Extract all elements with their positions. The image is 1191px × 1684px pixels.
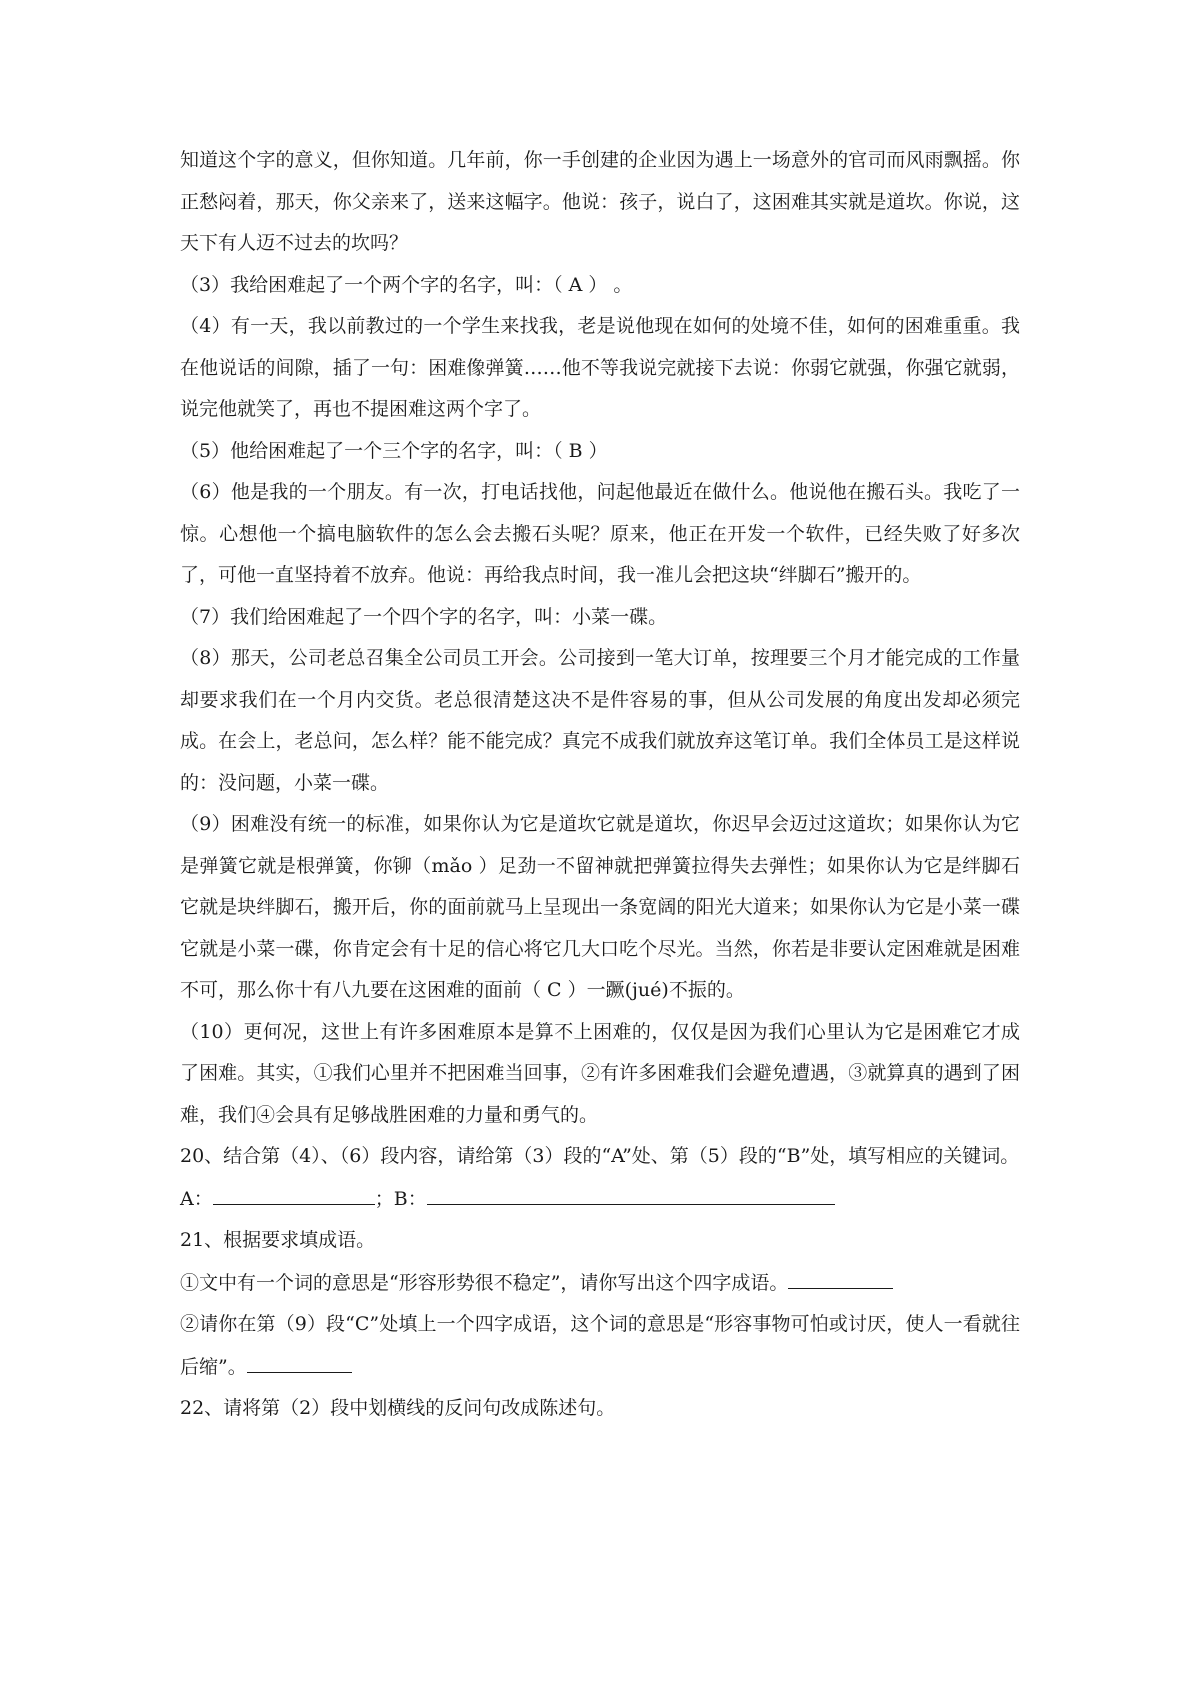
question-22-title: 22、请将第（2）段中划横线的反问句改成陈述句。 (180, 1397, 616, 1419)
question-21-item-1-blank[interactable] (788, 1262, 893, 1289)
question-21-item-2 (180, 1304, 1020, 1388)
question-21-item-2-text: ②请你在第（9）段“C”处填上一个四字成语，这个词的意思是“形容事物可怕或讨厌，使人一看就往后缩”。 (180, 1313, 1020, 1378)
paragraph-9: （9）困难没有统一的标准，如果你认为它是道坎它就是道坎，你迟早会迈过这道坎；如果你认为它是弹簧它就是根弹簧，你铆（mǎo ）足劲一不留神就把弹簧拉得失去弹性；如果你认为它是绊脚石它就是块绊脚石，搬开后，你的面前就马上呈现出一条宽阔的阳光大道来；如果你认为它是小菜一碟它就是小菜一碟，你肯定会有十足的信心将它几大口吃个尽光。当然，你若是非要认定困难就是困难不可，那么你十有八九要在这困难的面前（ C ）一蹶(jué)不振的。 (180, 813, 1020, 1001)
paragraph-7: （7）我们给困难起了一个四个字的名字，叫：小菜一碟。 (180, 605, 668, 628)
answer-a-blank[interactable] (213, 1178, 375, 1205)
question-21-item-1 (180, 1262, 1020, 1305)
question-21-title: 21、根据要求填成语。 (180, 1229, 376, 1251)
question-21-item-2-blank[interactable] (247, 1346, 352, 1373)
document-page (180, 140, 1020, 1430)
paragraph-3: （3）我给困难起了一个两个字的名字，叫：（ A ） 。 (180, 273, 633, 296)
paragraph-10: （10）更何况，这世上有许多困难原本是算不上困难的，仅仅是因为我们心里认为它是困难它才成了困难。其实，①我们心里并不把困难当回事，②有许多困难我们会避免遭遇，③就算真的遇到了困难，我们④会具有足够战胜困难的力量和勇气的。 (180, 1020, 1020, 1126)
answer-b-blank[interactable] (427, 1178, 835, 1205)
question-20-answer-line (180, 1178, 1020, 1221)
paragraph-6: （6）他是我的一个朋友。有一次，打电话找他，问起他最近在做什么。他说他在搬石头。我吃了一惊。心想他一个搞电脑软件的怎么会去搬石头呢？原来，他正在开发一个软件，已经失败了好多次了，可他一直坚持着不放弃。他说：再给我点时间，我一准儿会把这块“绊脚石”搬开的。 (180, 481, 1020, 586)
answer-b-label: ；B： (374, 1187, 427, 1210)
question-20: 20、结合第（4）、（6）段内容，请给第（3）段的“A”处、第（5）段的“B”处，填写相应的关键词。 (180, 1145, 1020, 1167)
paragraph-5: （5）他给困难起了一个三个字的名字，叫：（ B ） (180, 439, 608, 462)
answer-a-label: A： (180, 1187, 213, 1210)
paragraph-4: （4）有一天，我以前教过的一个学生来找我，老是说他现在如何的处境不佳，如何的困难重重。我在他说话的间隙，插了一句：困难像弹簧……他不等我说完就接下去说：你弱它就强，你强它就弱，说完他就笑了，再也不提困难这两个字了。 (180, 315, 1020, 420)
question-21-item-1-text: ①文中有一个词的意思是“形容形势很不稳定”，请你写出这个四字成语。 (180, 1271, 789, 1294)
paragraph-2-continued: 知道这个字的意义，但你知道。几年前，你一手创建的企业因为遇上一场意外的官司而风雨飘摇。你正愁闷着，那天，你父亲来了，送来这幅字。他说：孩子，说白了，这困难其实就是道坎。你说，这天下有人迈不过去的坎吗？ (180, 149, 1020, 254)
paragraph-8: （8）那天，公司老总召集全公司员工开会。公司接到一笔大订单，按理要三个月才能完成的工作量却要求我们在一个月内交货。老总很清楚这决不是件容易的事，但从公司发展的角度出发却必须完成。在会上，老总问，怎么样？能不能完成？真完不成我们就放弃这笔订单。我们全体员工是这样说的：没问题，小菜一碟。 (180, 647, 1020, 794)
